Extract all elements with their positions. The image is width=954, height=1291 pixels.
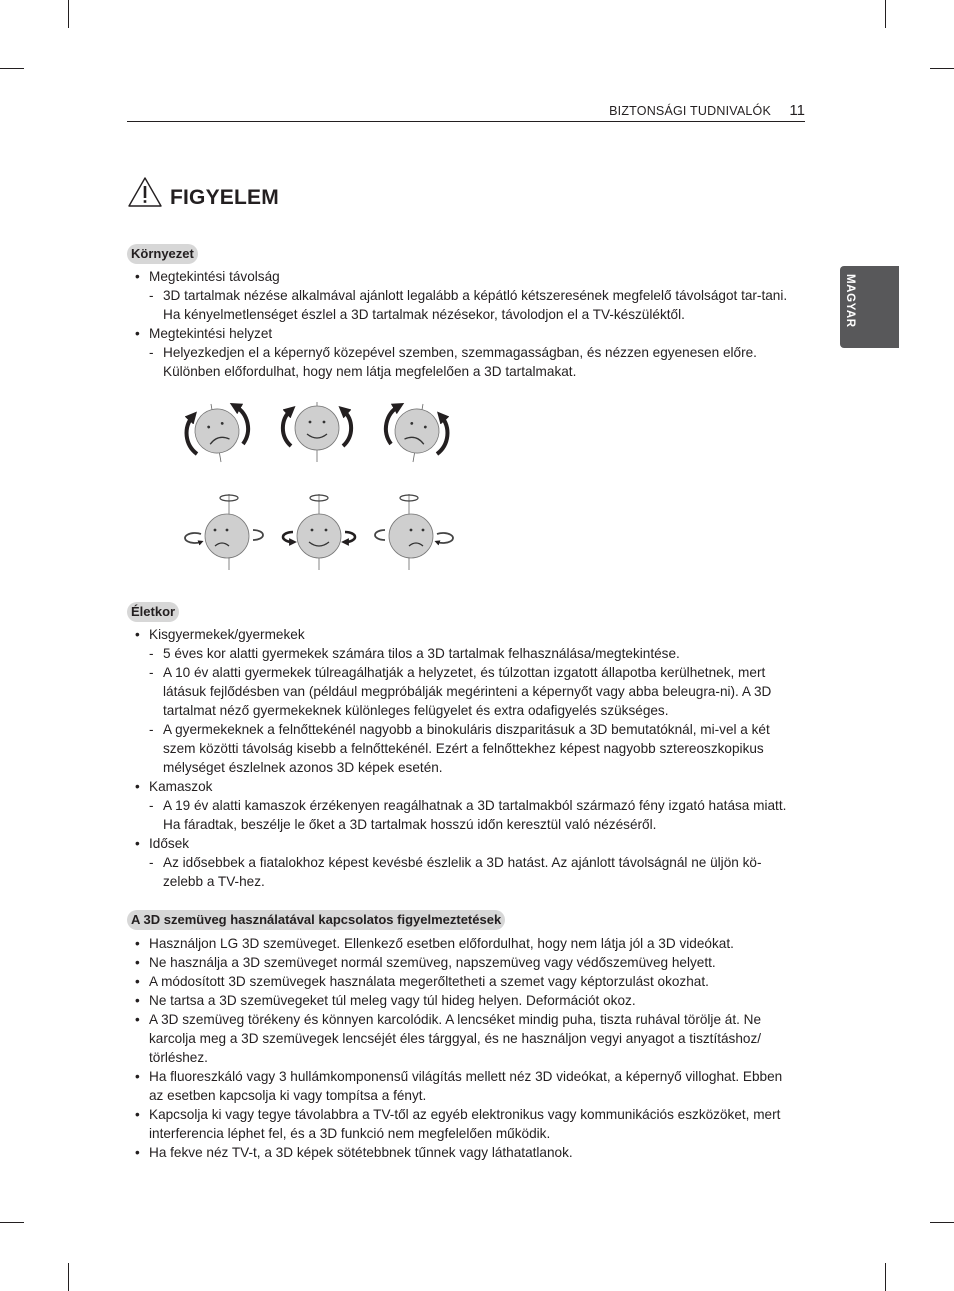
page-title-text: FIGYELEM xyxy=(170,186,279,209)
list-item: - A 10 év alatti gyermekek túlreagálhatják a helyzetet, és túlzottan izgatott állapotba kerülhetnek, mert látásuk fejlődésben van (például megpróbálják megérinteni a képernyőt vagy abba beleugra-ni). A 3D tartalmat néző gyermekeknek különleges felügyelet és extra odafigyelés szükséges. xyxy=(149,663,797,720)
crop-mark xyxy=(885,0,886,28)
list-item: - A 19 év alatti kamaszok érzékenyen reagálhatnak a 3D tartalmakból származó fény izgató hatása miatt. Ha fáradtak, beszélje le őket a 3D tartalmak hosszú időn keresztül való nézéséről. xyxy=(149,796,797,834)
dash-list xyxy=(149,644,797,777)
side-tab-label: MAGYAR xyxy=(844,274,856,328)
list-item: • A módosított 3D szemüvegek használata megerőltetheti a szemet vagy képtorzulást okozhat. xyxy=(127,972,797,991)
dash-list xyxy=(149,853,797,891)
list-item: - Helyezkedjen el a képernyő közepével szemben, szemmagasságban, és nézzen egyenesen előre. Különben előfordulhat, hogy nem látja megfelelően a 3D tartalmakat. xyxy=(149,343,797,381)
list-item xyxy=(127,777,797,834)
crop-mark xyxy=(0,1222,24,1223)
list-item xyxy=(127,324,797,381)
list-item: • Ne tartsa a 3D szemüvegeket túl meleg vagy túl hideg helyen. Deformációt okoz. xyxy=(127,991,797,1010)
list-item xyxy=(127,267,797,324)
list-item xyxy=(127,834,797,891)
list-item-label: Kamaszok xyxy=(149,779,213,794)
language-side-tab xyxy=(840,266,899,348)
head-turn-left xyxy=(185,494,263,570)
crop-mark xyxy=(930,68,954,69)
head-straight-top xyxy=(283,402,351,462)
list-item-label: Idősek xyxy=(149,836,190,851)
list-item: - Az idősebbek a fiatalokhoz képest kevésbé észlelik a 3D hatást. Az ajánlott távolságnál ne üljön kö-zelebb a TV-hez. xyxy=(149,853,797,891)
main-content xyxy=(127,244,797,1162)
list-item: • Ne használja a 3D szemüveget normál szemüveg, napszemüveg vagy védőszemüveg helyett. xyxy=(127,953,797,972)
head-turn-right xyxy=(375,494,453,570)
list-item: • Kapcsolja ki vagy tegye távolabbra a TV-től az egyéb elektronikus vagy kommunikációs eszközöket, mert interferencia léphet fel, és a 3D funkció nem megfelelően működik. xyxy=(127,1105,797,1143)
head-tilt-right xyxy=(386,404,448,462)
list-item: • Ha fluoreszkáló vagy 3 hullámkomponensű világítás mellett néz 3D videókat, a képernyő villoghat. Ebben az esetben kapcsolja ki vagy tompítsa a fényt. xyxy=(127,1067,797,1105)
crop-mark xyxy=(68,0,69,28)
list-item: • Használjon LG 3D szemüveget. Ellenkező esetben előfordulhat, hogy nem látja jól a 3D videókat. xyxy=(127,934,797,953)
list-item: - A gyermekeknek a felnőttekénél nagyobb a binokuláris diszparitásuk a 3D bemutatóknál, mi-vel a két szem közötti távolság kisebb a felnőttekénél. Ezért a felnőttekhez képest nagyobb sztereoszkopikus mélységet észlelnek azonos 3D képek esetén. xyxy=(149,720,797,777)
bullet-list xyxy=(127,267,797,381)
page-number: 11 xyxy=(789,102,805,119)
dash-list xyxy=(149,286,797,324)
list-item-label: Kisgyermekek/gyermekek xyxy=(149,627,305,642)
head-straight-bottom xyxy=(283,494,355,570)
section-heading: A 3D szemüveg használatával kapcsolatos figyelmeztetések xyxy=(127,910,505,930)
crop-mark xyxy=(68,1263,69,1291)
header-section-title: BIZTONSÁGI TUDNIVALÓK xyxy=(609,104,771,118)
crop-mark xyxy=(0,68,24,69)
bullet-list xyxy=(127,934,797,1162)
crop-mark xyxy=(930,1222,954,1223)
crop-mark xyxy=(885,1263,886,1291)
list-item-label: Megtekintési távolság xyxy=(149,269,280,284)
bullet-list xyxy=(127,625,797,891)
running-header xyxy=(127,101,805,121)
list-item: - 3D tartalmak nézése alkalmával ajánlott legalább a képátló kétszeresének megfelelő távolságot tar-tani. Ha kényelmetlenséget észlel a 3D tartalmak nézésekor, távolodjon el a TV-készüléktől. xyxy=(149,286,797,324)
section-heading: Környezet xyxy=(127,244,198,264)
list-item: • Ha fekve néz TV-t, a 3D képek sötétebbnek tűnnek vagy láthatatlanok. xyxy=(127,1143,797,1162)
header-divider xyxy=(127,121,805,122)
list-item xyxy=(127,625,797,777)
section-3d-glasses xyxy=(127,910,797,1162)
viewing-position-illustration xyxy=(177,386,537,602)
list-item: • A 3D szemüveg törékeny és könnyen karcolódik. A lencséket mindig puha, tiszta ruhával törölje át. Ne karcolja meg a 3D szemüvegek lencséjét éles tárggyal, és ne használjon vegyi anyagot a tisztításhoz/ törléshez. xyxy=(127,1010,797,1067)
head-position-diagram xyxy=(177,386,537,602)
head-tilt-left xyxy=(187,404,249,462)
section-heading: Életkor xyxy=(127,602,179,622)
warning-triangle-icon xyxy=(127,176,163,208)
list-item: - 5 éves kor alatti gyermekek számára tilos a 3D tartalmak felhasználása/megtekintése. xyxy=(149,644,797,663)
section-age xyxy=(127,602,797,891)
dash-list xyxy=(149,343,797,381)
dash-list xyxy=(149,796,797,834)
section-environment xyxy=(127,244,797,381)
list-item-label: Megtekintési helyzet xyxy=(149,326,273,341)
